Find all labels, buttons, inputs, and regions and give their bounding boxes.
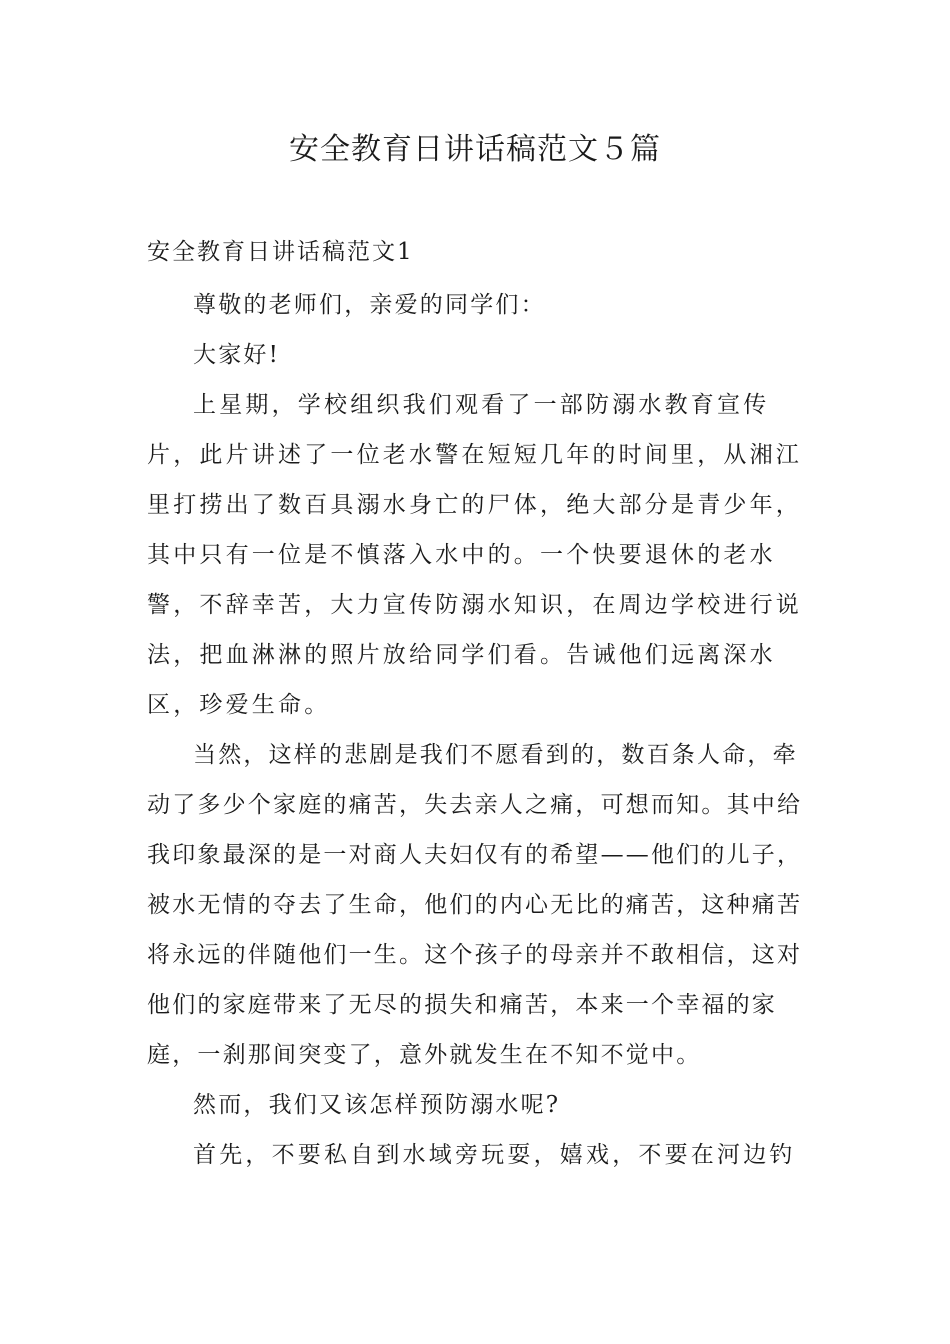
document-title: 安全教育日讲话稿范文５篇 [289, 132, 661, 167]
paragraph-question: 然而，我们又该怎样预防溺水呢? [193, 1092, 561, 1118]
paragraph-body: 当然，这样的悲剧是我们不愿看到的，数百条人命，牵动了多少个家庭的痛苦，失去亲人之痛，可想而知。其中给我印象最深的是一对商人夫妇仅有的希望——他们的儿子，被水无情的夺去了生命，他们的内心无比的痛苦，这种痛苦将永远的伴随他们一生。这个孩子的母亲并不敢相信，这对他们的家庭带来了无尽的损失和痛苦，本来一个幸福的家庭，一刹那间突变了，意外就发生在不知不觉中。 [147, 742, 803, 1068]
paragraph-greeting: 大家好! [193, 342, 281, 368]
paragraph-salutation: 尊敬的老师们，亲爱的同学们： [193, 292, 546, 318]
section-heading: 安全教育日讲话稿范文1 [147, 239, 414, 265]
paragraph-body: 上星期，学校组织我们观看了一部防溺水教育宣传片，此片讲述了一位老水警在短短几年的时间里，从湘江里打捞出了数百具溺水身亡的尸体，绝大部分是青少年，其中只有一位是不慎落入水中的。一个快要退休的老水警，不辞幸苦，大力宣传防溺水知识，在周边学校进行说法，把血淋淋的照片放给同学们看。告诫他们远离深水区，珍爱生命。 [147, 392, 802, 718]
paragraph-body: 首先，不要私自到水域旁玩耍，嬉戏，不要在河边钓 [193, 1142, 796, 1168]
document-body [147, 280, 817, 1180]
